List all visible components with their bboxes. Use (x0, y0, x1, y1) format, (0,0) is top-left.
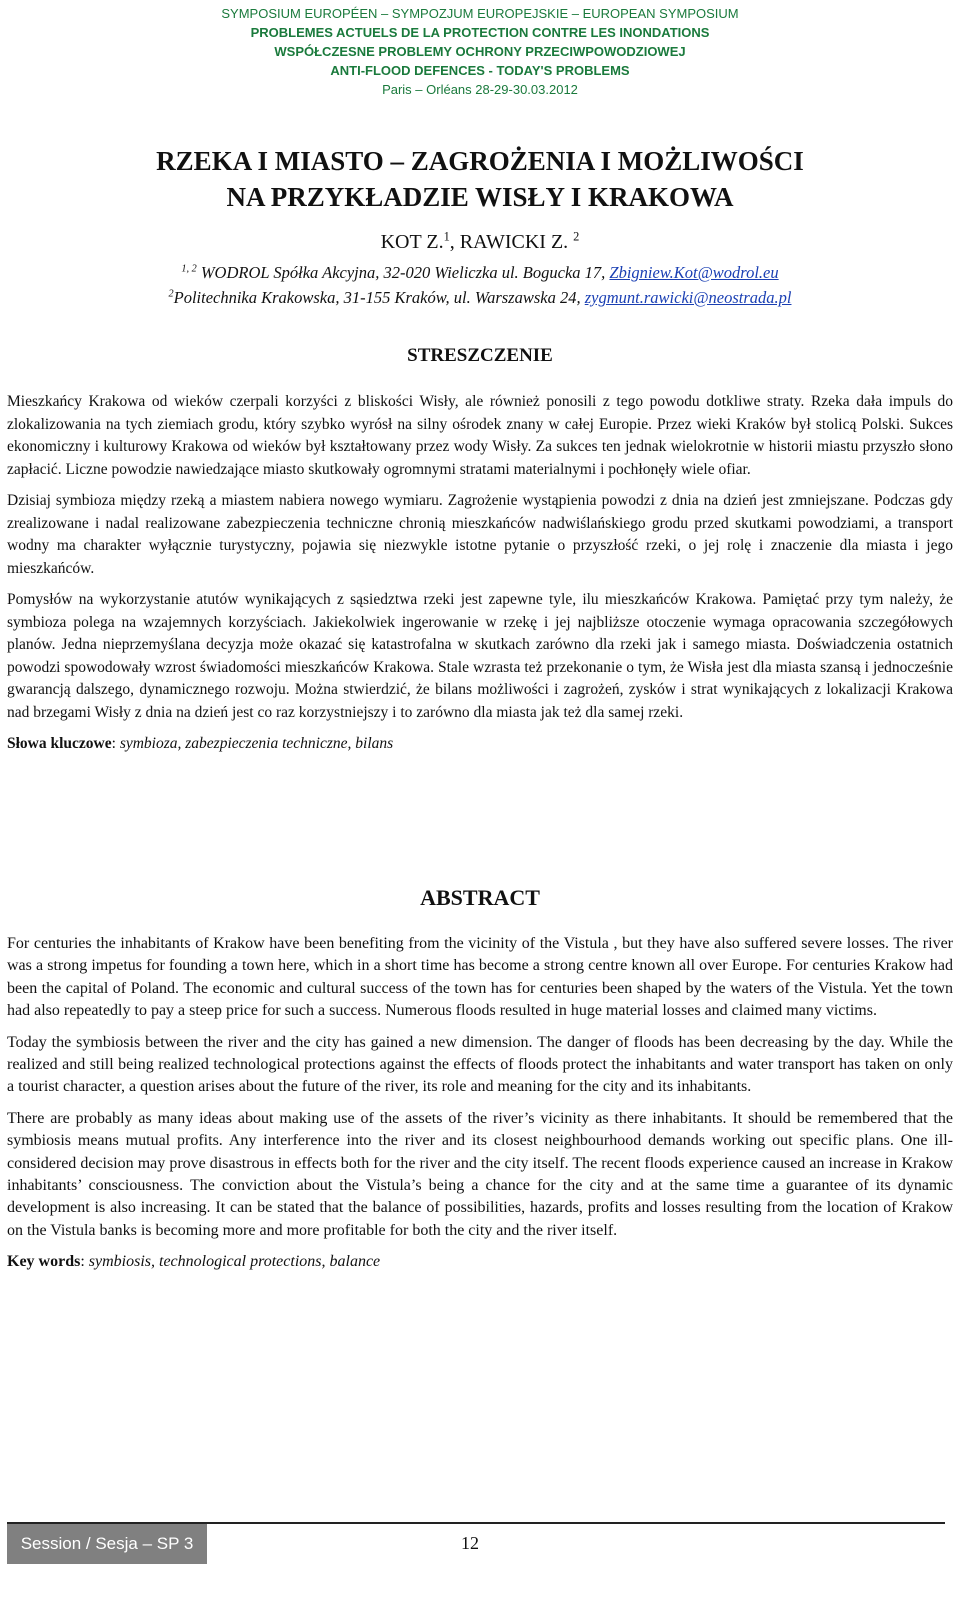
header-line-1: SYMPOSIUM EUROPÉEN – SYMPOZJUM EUROPEJSKIE – EUROPEAN SYMPOSIUM (221, 6, 739, 21)
author-2-sup: 2 (573, 229, 580, 244)
header-line-5: Paris – Orléans 28-29-30.03.2012 (382, 82, 578, 97)
streszczenie-paragraph-1: Mieszkańcy Krakowa od wieków czerpali korzyści z bliskości Wisły, ale również ponosili z tego powodu dotkliwe straty. Rzeka dała impuls do zlokalizowania na tych ziemiach grodu, który szybko wyrósł na silny ośrodek znany w całej Europie. Przez wieki Kraków był stolicą Polski. Sukces ekonomiczny i kulturowy Krakowa od wieków był kształtowany przez wody Wisły. Za sukces ten jednak wielokrotnie w historii miastu przyszło słono zapłacić. Liczne powodzie nawiedzające miasto skutkowały ogromnymi stratami materialnymi i pochłonęły wiele ofiar. (7, 393, 953, 478)
streszczenie-keywords: Słowa kluczowe: symbioza, zabezpieczenia techniczne, bilans (7, 735, 394, 752)
affiliation-2-text: Politechnika Krakowska, 31-155 Kraków, ul. Warszawska 24, (173, 288, 585, 307)
email-link-kot[interactable]: Zbigniew.Kot@wodrol.eu (609, 263, 779, 282)
page-number: 12 (461, 1533, 479, 1553)
affiliation-2 (0, 287, 960, 309)
header-line-2: PROBLEMES ACTUELS DE LA PROTECTION CONTRE LES INONDATIONS (250, 25, 710, 40)
title-line-1: RZEKA I MIASTO – ZAGROŻENIA I MOŻLIWOŚCI (156, 146, 804, 176)
header-line-4: ANTI-FLOOD DEFENCES - TODAY'S PROBLEMS (330, 63, 630, 78)
affiliation-1 (0, 262, 960, 284)
streszczenie-heading: STRESZCZENIE (407, 345, 553, 366)
abstract-paragraph-2: Today the symbiosis between the river and the city has gained a new dimension. The danger of floods has been decreasing by the day. While the realized and still being realized technological protections against the effects of floods protect the inhabitants and water transport has taken on only a tourist character, a question arises about the future of the river, its role and meaning for the city and its inhabitants. (7, 1033, 953, 1096)
abstract-paragraph-3: There are probably as many ideas about making use of the assets of the river’s vicinity as there inhabitants. It should be remembered that the symbiosis means mutual profits. Any interference into the river and its closest neighbourhood demands working out specific plans. One ill-considered decision may prove disastrous in effects both for the river and the city itself. The recent floods experience caused an increase in Krakow inhabitants’ consciousness. The conviction about the Vistula’s being a chance for the city and at the same time a guarantee of its dynamic development is also increasing. It can be stated that the balance of possibilities, hazards, profits and losses resulting from the location of Krakow on the Vistula banks is becoming more and more profitable for both the city and the river itself. (7, 1109, 953, 1239)
author-1-sup: 1 (443, 229, 450, 244)
keywords-values-en: symbiosis, technological protections, balance (88, 1253, 381, 1271)
paper-title (0, 143, 960, 215)
streszczenie-body (7, 391, 953, 765)
affiliation-1-text: WODROL Spółka Akcyjna, 32-020 Wieliczka ul. Bogucka 17, (196, 263, 610, 282)
author-1: KOT Z. (380, 231, 444, 253)
keywords-label-en: Key words (7, 1253, 81, 1271)
affiliation-1-sup: 1, 2 (181, 263, 197, 275)
title-line-2: NA PRZYKŁADZIE WISŁY I KRAKOWA (226, 182, 734, 212)
session-label: Session / Sesja – SP 3 (7, 1524, 207, 1564)
author-2: , RAWICKI Z. (449, 231, 569, 253)
abstract-body (7, 933, 953, 1283)
email-link-rawicki[interactable]: zygmunt.rawicki@neostrada.pl (584, 288, 792, 307)
header-line-3: WSPÓŁCZESNE PROBLEMY OCHRONY PRZECIWPOWODZIOWEJ (274, 44, 686, 59)
abstract-keywords: Key words: symbiosis, technological protections, balance (7, 1253, 381, 1271)
abstract-paragraph-1: For centuries the inhabitants of Krakow have been benefiting from the vicinity of the Vistula , but they have also suffered severe losses. The river was a strong impetus for founding a town here, which in a short time has become a strong centre known all over Europe. For centuries Krakow had been the capital of Poland. The economic and cultural success of the town has for centuries been shaped by the waters of the Vistula. Yet the town had also repeatedly to pay a steep price for such a success. Numerous floods resulted in huge material losses and claimed many victims. (7, 935, 953, 1020)
streszczenie-paragraph-2: Dzisiaj symbioza między rzeką a miastem nabiera nowego wymiaru. Zagrożenie wystąpienia powodzi z dnia na dzień jest zmniejszane. Podczas gdy zrealizowane i nadal realizowane zabezpieczenia techniczne chronią mieszkańców nadwiślańskiego grodu przed skutkami powodziami, a transport wodny ma charakter wyłącznie turystyczny, pojawia się niezwykle istotne pytanie o przyszłość rzeki, o jej rolę i znaczenie dla miasta i jego mieszkańców. (7, 492, 953, 577)
symposium-header (0, 4, 960, 99)
streszczenie-paragraph-3: Pomysłów na wykorzystanie atutów wynikających z sąsiedztwa rzeki jest zapewne tyle, ilu mieszkańców Krakowa. Pamiętać przy tym należy, że symbioza polega na wzajemnych korzyściach. Jakiekolwiek ingerowanie w rzekę i jej najbliższe otoczenie wymaga opracowania szczegółowych planów. Jedna nieprzemyślana decyzja może okazać się katastrofalna w skutkach zarówno dla rzeki jak i samego miasta. Doświadczenia ostatnich powodzi spowodowały wzrost świadomości mieszkańców Krakowa. Stale wzrasta też przekonanie o tym, że Wisła jest dla miasta szansą i jednocześnie gwarancją dalszego, dynamicznego rozwoju. Można stwierdzić, że bilans możliwości i zagrożeń, zysków i strat wynikających z lokalizacji Krakowa nad brzegami Wisły z dnia na dzień jest co raz korzystniejszy i to zarówno dla miasta jak też dla samej rzeki. (7, 591, 953, 721)
keywords-values-pl: symbioza, zabezpieczenia techniczne, bilans (119, 735, 394, 752)
author-line (0, 228, 960, 256)
keywords-label-pl: Słowa kluczowe (7, 735, 112, 752)
affiliation-2-sup: 2 (168, 288, 174, 300)
abstract-heading: ABSTRACT (420, 885, 540, 910)
